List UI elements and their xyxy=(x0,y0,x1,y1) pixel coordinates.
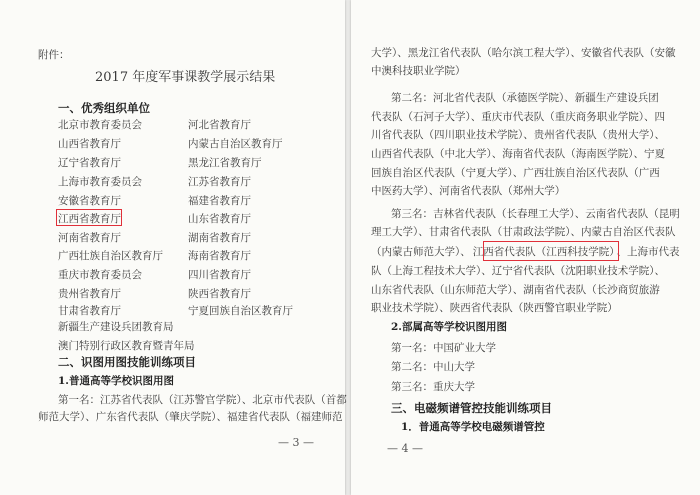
page-number: — 4 — xyxy=(387,442,423,455)
third-place-line-1: 第三名：吉林省代表队（长春理工大学）、云南省代表队（昆明 xyxy=(391,208,680,220)
unit-right-7: 海南省教育厅 xyxy=(188,250,251,262)
page-number: — 3 — xyxy=(278,436,314,449)
second-place-line-2: 代表队（石河子大学）、重庆市代表队（重庆商务职业学院）、四 xyxy=(371,111,665,123)
first-place-line-1: 第一名：江苏省代表队（江苏警官学院）、北京市代表队（首都 xyxy=(58,394,347,406)
unit-macau: 澳门特别行政区教育暨青年局 xyxy=(58,340,195,352)
unit-right-6: 湖南省教育厅 xyxy=(188,232,251,244)
unit-left-9: 贵州省教育厅 xyxy=(58,288,121,300)
unit-right-5: 山东省教育厅 xyxy=(188,213,251,225)
jiangxi-team-entry: 江西省代表队（江西科技学院） xyxy=(472,246,615,258)
unit-left-1: 山西省教育厅 xyxy=(58,138,121,150)
unit-left-8: 重庆市教育委员会 xyxy=(58,269,142,281)
attachment-label: 附件： xyxy=(38,49,70,61)
unit-left-6: 河南省教育厅 xyxy=(58,232,121,244)
unit-left-3: 上海市教育委员会 xyxy=(58,176,142,188)
ministry-second-place: 第二名：中山大学 xyxy=(391,361,475,373)
section-heading-2: 二、识图用图技能训练项目 xyxy=(58,355,196,369)
first-place-line-2: 师范大学）、广东省代表队（肇庆学院）、福建省代表队（福建师范 xyxy=(38,411,343,423)
unit-right-10: 宁夏回族自治区教育厅 xyxy=(188,305,293,317)
second-place-line-6: 中医药大学）、河南省代表队（郑州大学） xyxy=(371,185,566,197)
unit-right-2: 黑龙江省教育厅 xyxy=(188,157,262,169)
document-title: 2017 年度军事课教学展示结果 xyxy=(95,70,276,85)
second-place-line-1: 第二名：河北省代表队（承德医学院）、新疆生产建设兵团 xyxy=(391,92,659,104)
third-place-line-2: 理工大学）、甘肃省代表队（甘肃政法学院）、内蒙古自治区代表队 xyxy=(371,226,676,238)
result-line-1: 大学）、黑龙江省代表队（哈尔滨工程大学）、安徽省代表队（安徽 xyxy=(371,47,676,59)
ministry-third-place: 第三名：重庆大学 xyxy=(391,381,475,393)
subsection-heading-3: 1．普通高等学校电磁频谱管控 xyxy=(401,421,545,433)
third-place-line-5: 山东省代表队（山东师范大学）、湖南省代表队（长沙商贸旅游 xyxy=(371,284,660,296)
third-place-line-6: 职业技术学院）、陕西省代表队（陕西警官职业学院） xyxy=(371,302,618,314)
unit-left-5: 江西省教育厅 xyxy=(58,213,121,225)
second-place-line-5: 回族自治区代表队（宁夏大学）、广西壮族自治区代表队（广西 xyxy=(371,167,660,179)
third-place-line-3-start: （内蒙古师范大学）、 xyxy=(371,246,471,258)
unit-right-9: 陕西省教育厅 xyxy=(188,288,251,300)
unit-left-2: 辽宁省教育厅 xyxy=(58,157,121,169)
unit-xinjiang: 新疆生产建设兵团教育局 xyxy=(58,321,174,333)
unit-left-7: 广西壮族自治区教育厅 xyxy=(58,250,163,262)
third-place-line-3-end: 、上海市代表 xyxy=(616,246,680,258)
third-place-line-4: 队（上海工程技术大学）、辽宁省代表队（沈阳职业技术学院）、 xyxy=(371,265,665,277)
unit-right-8: 四川省教育厅 xyxy=(188,269,251,281)
second-place-line-3: 川省代表队（四川职业技术学院）、贵州省代表队（贵州大学）、 xyxy=(371,129,665,141)
unit-right-1: 内蒙古自治区教育厅 xyxy=(188,138,283,150)
unit-left-4: 安徽省教育厅 xyxy=(58,195,121,207)
unit-left-10: 甘肃省教育厅 xyxy=(58,305,121,317)
subsection-heading-1: 1.普通高等学校识图用图 xyxy=(58,375,174,387)
highlight-box-jiangxi-unit xyxy=(56,209,122,226)
highlight-box-jiangxi-team xyxy=(483,241,619,261)
document-page-3 xyxy=(0,0,345,495)
second-place-line-4: 山西省代表队（中北大学）、海南省代表队（海南医学院）、宁夏 xyxy=(371,148,665,160)
result-line-2: 中澳科技职业学院） xyxy=(371,65,466,77)
unit-right-3: 江苏省教育厅 xyxy=(188,176,251,188)
unit-right-0: 河北省教育厅 xyxy=(188,119,251,131)
unit-right-4: 福建省教育厅 xyxy=(188,195,251,207)
ministry-first-place: 第一名：中国矿业大学 xyxy=(391,342,496,354)
section-heading-3: 三、电磁频谱管控技能训练项目 xyxy=(391,401,552,415)
section-heading-1: 一、优秀组织单位 xyxy=(58,101,150,115)
subsection-heading-2: 2.部属高等学校识图用图 xyxy=(391,321,507,333)
document-page-4 xyxy=(351,0,700,495)
unit-left-0: 北京市教育委员会 xyxy=(58,119,142,131)
